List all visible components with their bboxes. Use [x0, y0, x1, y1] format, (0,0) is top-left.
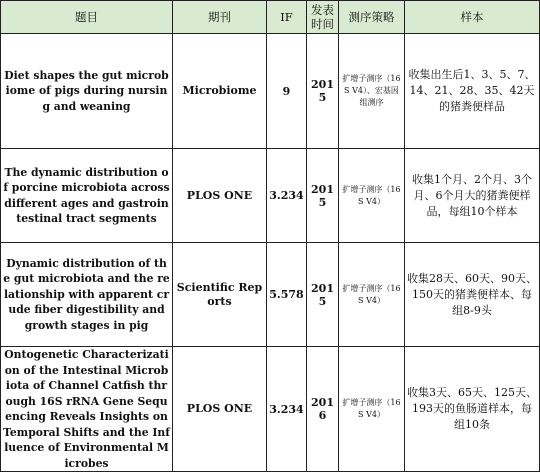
table-row	[1, 34, 540, 149]
table-row	[1, 243, 540, 347]
header-journal: 期刊	[173, 1, 267, 34]
sequencing-strategy: 扩增子测序（16S V4）	[339, 243, 405, 347]
header-sample: 样本	[405, 1, 540, 34]
paper-title: Dynamic distribution of the gut microbiota and the relationship with apparent crude fiber digestibility and growth stages in pig	[1, 243, 173, 347]
paper-title: Ontogenetic Characterization of the Intestinal Microbiota of Channel Catfish through 16S rRNA Gene Sequencing Reveals Insights on Temporal Shifts and the Influence of Environmental Microbes	[1, 347, 173, 472]
journal-name: Scientific Reports	[173, 243, 267, 347]
impact-factor: 5.578	[267, 243, 307, 347]
publish-year: 2016	[307, 347, 339, 472]
table-row	[1, 347, 540, 472]
journal-name: PLOS ONE	[173, 149, 267, 243]
header-year: 发表时间	[307, 1, 339, 34]
sample-description: 收集3天、65天、125天、193天的鱼肠道样本，每组10条	[405, 347, 540, 472]
sequencing-strategy: 扩增子测序（16S V4）	[339, 149, 405, 243]
paper-title: Diet shapes the gut microbiome of pigs during nursing and weaning	[1, 34, 173, 149]
table-row	[1, 149, 540, 243]
header-title: 题目	[1, 1, 173, 34]
sample-description: 收集出生后1、3、5、7、14、21、28、35、42天的猪粪便样品	[405, 34, 540, 149]
impact-factor: 9	[267, 34, 307, 149]
publish-year: 2015	[307, 149, 339, 243]
sequencing-strategy: 扩增子测序（16S V4）	[339, 347, 405, 472]
header-strategy: 测序策略	[339, 1, 405, 34]
header-if: IF	[267, 1, 307, 34]
sample-description: 收集1个月、2个月、3个月、6个月大的猪粪便样品，每组10个样本	[405, 149, 540, 243]
sample-description: 收集28天、60天、90天、150天的猪粪便样本、每组8-9头	[405, 243, 540, 347]
publish-year: 2015	[307, 34, 339, 149]
publish-year: 2015	[307, 243, 339, 347]
header-row	[1, 1, 540, 34]
paper-title: The dynamic distribution of porcine microbiota across different ages and gastrointestinal tract segments	[1, 149, 173, 243]
journal-name: PLOS ONE	[173, 347, 267, 472]
sequencing-strategy: 扩增子测序（16S V4）、宏基因组测序	[339, 34, 405, 149]
journal-name: Microbiome	[173, 34, 267, 149]
impact-factor: 3.234	[267, 149, 307, 243]
impact-factor: 3.234	[267, 347, 307, 472]
